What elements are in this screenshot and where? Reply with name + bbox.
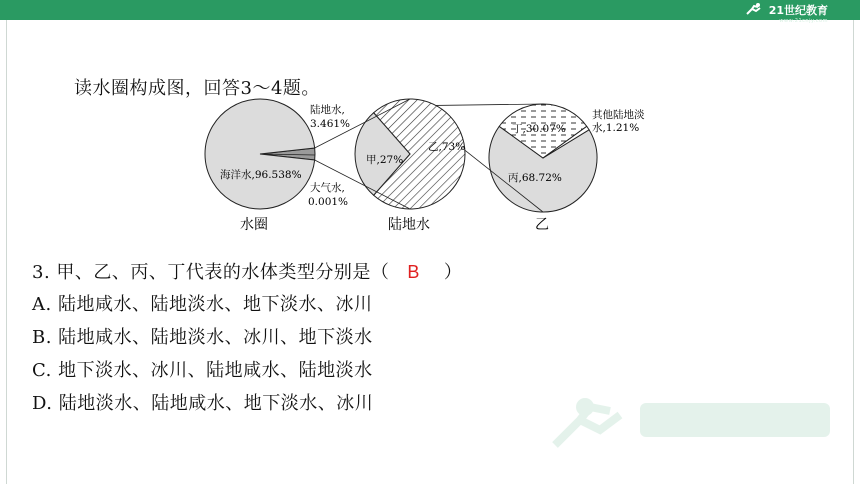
- other-label-1: 其他陆地淡: [592, 109, 645, 121]
- atmos-label-1: 大气水,: [310, 182, 345, 194]
- left-border: [6, 20, 7, 484]
- yi-label: 乙,73%: [428, 141, 466, 153]
- other-label-2: 水,1.21%: [592, 122, 640, 134]
- ocean-label: 海洋水,96.538%: [220, 169, 302, 181]
- answer-badge: B: [407, 262, 420, 282]
- option-c[interactable]: C. 地下淡水、冰川、陆地咸水、陆地淡水: [32, 360, 373, 381]
- watermark-logo: [545, 385, 845, 455]
- land-water-caption: 陆地水: [388, 217, 430, 233]
- yi-pie: [489, 104, 597, 212]
- land-label-1: 陆地水,: [310, 104, 345, 116]
- question-stem-text: 3. 甲、乙、丙、丁代表的水体类型分别是（: [32, 262, 390, 283]
- hydrosphere-diagram: [200, 96, 670, 238]
- hydrosphere-pie: [205, 99, 315, 209]
- yi-caption: 乙: [535, 217, 549, 233]
- runner-icon: [743, 2, 765, 19]
- option-a[interactable]: A. 陆地咸水、陆地淡水、地下淡水、冰川: [32, 294, 373, 315]
- land-label-2: 3.461%: [310, 118, 351, 130]
- atmos-label-2: 0.001%: [308, 196, 349, 208]
- hydrosphere-caption: 水圈: [240, 217, 268, 233]
- option-b[interactable]: B. 陆地咸水、陆地淡水、冰川、地下淡水: [32, 327, 373, 348]
- logo-text: 21世纪教育: [768, 4, 828, 17]
- connector-line: [436, 104, 543, 105]
- question-stem: [32, 258, 462, 284]
- brand-logo: [743, 2, 828, 24]
- ding-label: 丁,30.07%: [512, 123, 566, 135]
- bing-label: 丙,68.72%: [508, 172, 562, 184]
- intro-text: 读水圈构成图，回答3～4题。: [74, 78, 320, 99]
- right-border: [853, 20, 854, 484]
- logo-url: www.21cnjy.com: [779, 18, 828, 24]
- jia-label: 甲,27%: [366, 154, 404, 166]
- header-bar: [0, 0, 860, 24]
- question-stem-end: ）: [443, 262, 463, 283]
- option-d[interactable]: D. 陆地淡水、陆地咸水、地下淡水、冰川: [32, 393, 374, 414]
